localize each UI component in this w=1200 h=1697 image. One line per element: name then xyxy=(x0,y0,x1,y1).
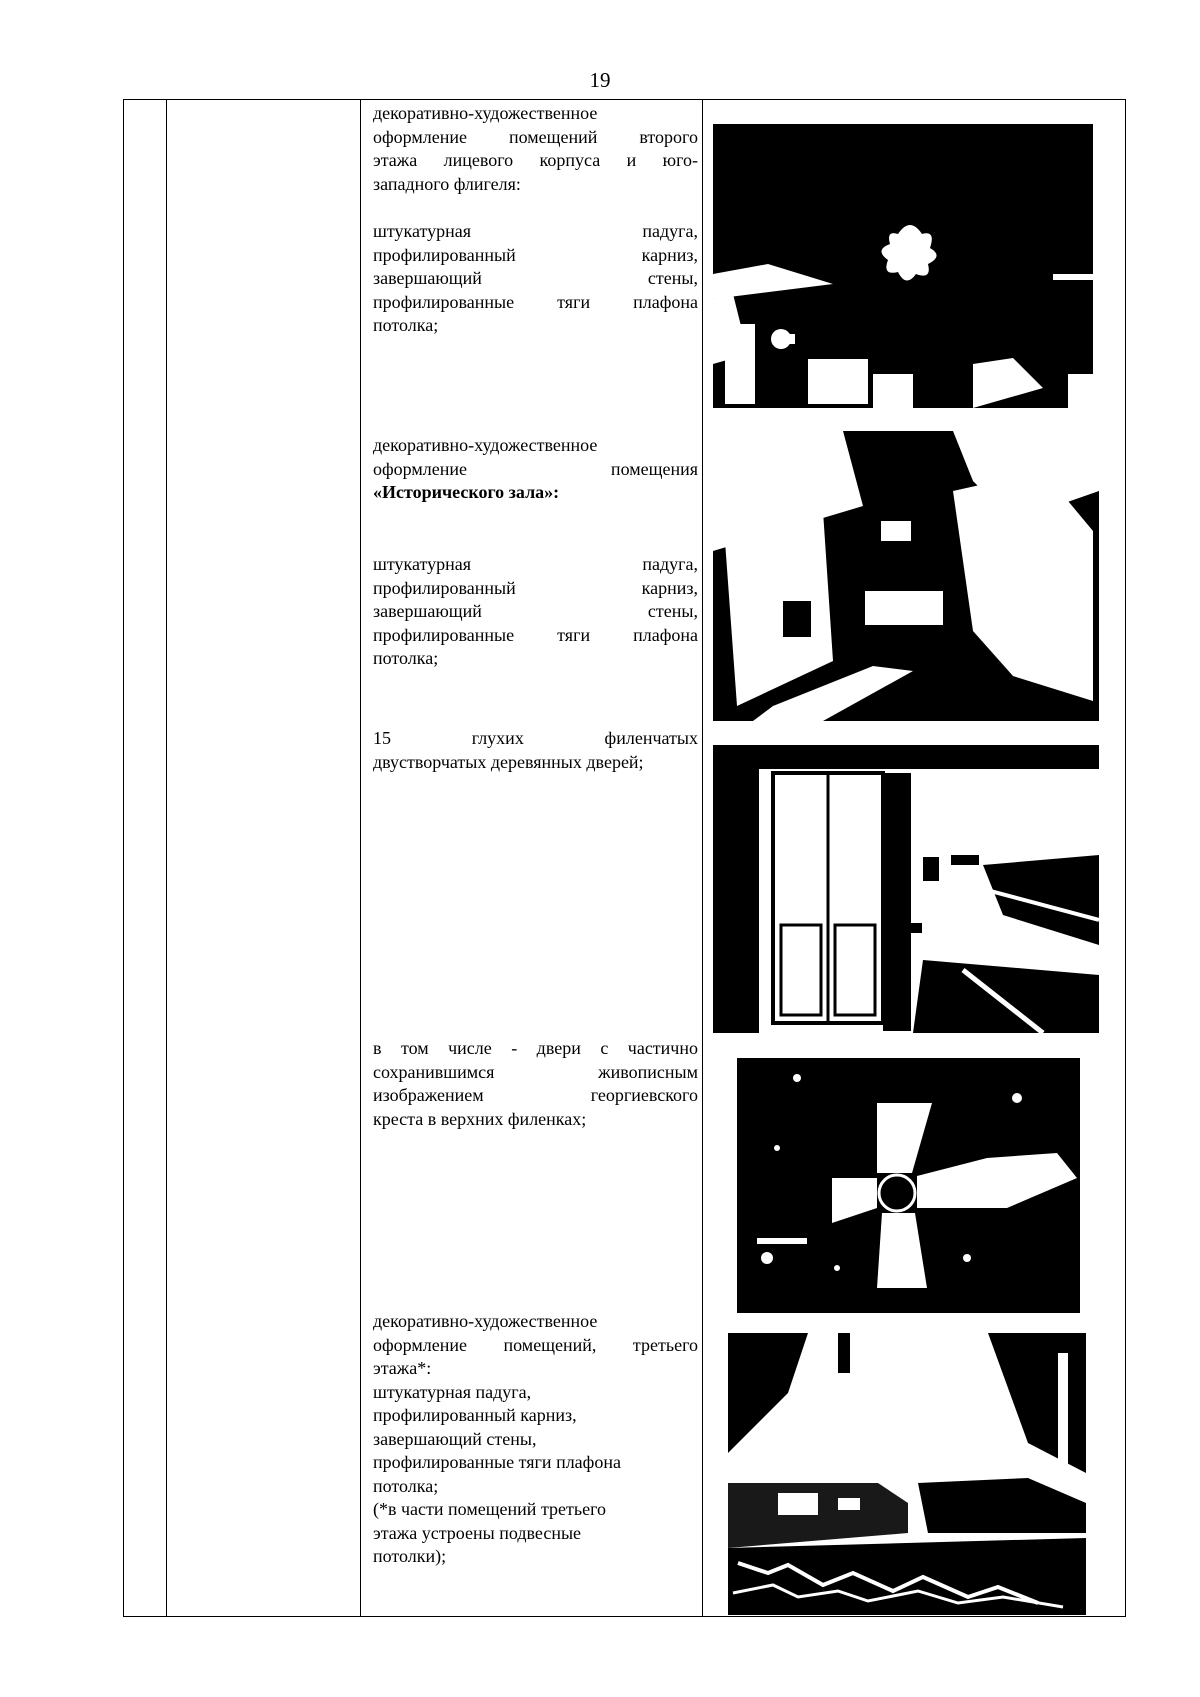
text-line: 15 глухих филенчатых xyxy=(373,728,698,748)
section-historical-hall-intro xyxy=(373,434,698,505)
text-line: двустворчатых деревянных дверей; xyxy=(373,751,644,772)
section-second-floor-details xyxy=(373,220,698,338)
text-line: завершающий стены, xyxy=(373,268,698,288)
text-line: завершающий стены, xyxy=(373,601,698,621)
page-number: 19 xyxy=(589,68,611,92)
double-door-photo xyxy=(713,745,1099,1033)
text-line: профилированный карниз, xyxy=(373,577,698,598)
text-line: декоративно-художественное xyxy=(373,435,598,455)
text-line: профилированные тяги плафона xyxy=(373,624,698,645)
historical-hall-photo xyxy=(713,431,1099,721)
third-floor-hall-photo xyxy=(728,1333,1086,1615)
text-line: декоративно-художественное xyxy=(373,1311,598,1331)
text-line: изображением георгиевского xyxy=(373,1085,698,1105)
text-line: оформление помещения xyxy=(373,458,698,479)
text-line: профилированные тяги плафона xyxy=(373,291,698,312)
text-line: в том числе - двери с частично xyxy=(373,1038,698,1058)
text-line: оформление помещений второго xyxy=(373,126,698,147)
section-historical-hall-details xyxy=(373,553,698,671)
text-line: этажа устроены подвесные xyxy=(373,1522,582,1543)
text-line: завершающий стены, xyxy=(373,1428,537,1449)
text-line: штукатурная падуга, xyxy=(373,221,698,241)
hall-name: «Исторического зала»: xyxy=(373,482,560,502)
st-george-cross-photo xyxy=(737,1058,1080,1313)
text-line: (*в части помещений третьего xyxy=(373,1499,607,1519)
section-cross-doors xyxy=(373,1037,698,1131)
text-line: декоративно-художественное xyxy=(373,103,598,123)
text-line: штукатурная падуга, xyxy=(373,1381,532,1402)
text-line: профилированный карниз, xyxy=(373,244,698,265)
text-line: штукатурная падуга, xyxy=(373,554,698,574)
column-divider xyxy=(702,100,703,1616)
text-line: профилированные тяги плафона xyxy=(373,1452,621,1472)
text-line: потолка; xyxy=(373,1475,439,1496)
text-line: потолки); xyxy=(373,1546,447,1566)
text-line: этажа*: xyxy=(373,1358,432,1378)
column-divider xyxy=(166,100,167,1616)
text-line: сохранившимся живописным xyxy=(373,1061,698,1082)
text-line: потолка; xyxy=(373,315,439,335)
text-line: потолка; xyxy=(373,648,439,668)
ceiling-photo xyxy=(713,124,1093,408)
column-divider xyxy=(360,100,361,1616)
text-line: креста в верхних филенках; xyxy=(373,1108,587,1129)
section-third-floor xyxy=(373,1310,698,1569)
section-second-floor-intro xyxy=(373,102,698,196)
text-line: западного флигеля: xyxy=(373,173,521,194)
section-doors xyxy=(373,727,698,774)
text-line: оформление помещений, третьего xyxy=(373,1334,698,1355)
text-line: этажа лицевого корпуса и юго- xyxy=(373,150,698,170)
text-line: профилированный карниз, xyxy=(373,1405,577,1425)
